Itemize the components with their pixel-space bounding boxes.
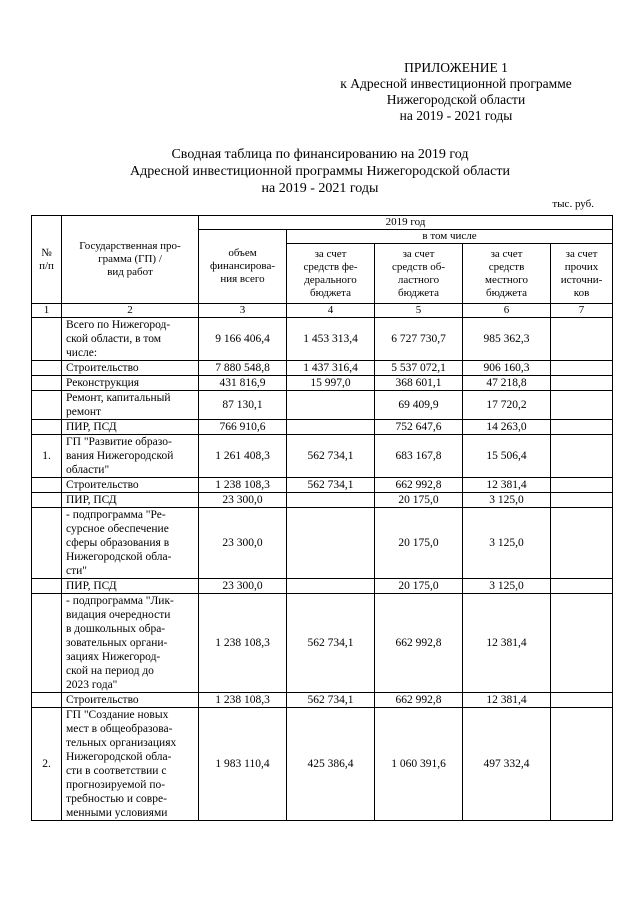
local-cell: 17 720,2 — [463, 391, 551, 420]
header-num: № п/п — [32, 216, 62, 304]
row-name-cell: Ремонт, капитальный ремонт — [62, 391, 199, 420]
table-row — [32, 391, 613, 420]
federal-cell: 1 453 313,4 — [287, 318, 375, 361]
other-cell — [551, 361, 613, 376]
table-row — [32, 693, 613, 708]
row-name-cell: ПИР, ПСД — [62, 420, 199, 435]
appendix-line-1: ПРИЛОЖЕНИЕ 1 — [404, 60, 508, 75]
regional-cell: 662 992,8 — [375, 594, 463, 693]
local-cell: 12 381,4 — [463, 693, 551, 708]
total-cell: 87 130,1 — [199, 391, 287, 420]
table-header — [32, 216, 613, 318]
header-total: объем финансирова- ния всего — [199, 230, 287, 304]
appendix-line-3: Нижегородской области — [386, 92, 526, 107]
header-colnum: 3 — [199, 304, 287, 318]
header-colnum: 2 — [62, 304, 199, 318]
row-name-cell: ГП "Создание новых мест в общеобразова- тельных организациях Нижегородской обла- сти в соответствии с прогнозируемой по- требностью и совре- менными условиями — [62, 708, 199, 821]
row-name-cell: - подпрограмма "Лик- видация очередности в дошкольных обра- зовательных органи- зациях Нижегород- ской на период до 2023 года" — [62, 594, 199, 693]
regional-cell: 1 060 391,6 — [375, 708, 463, 821]
title-line-3: на 2019 - 2021 годы — [261, 181, 379, 196]
total-cell: 1 238 108,3 — [199, 478, 287, 493]
row-name-cell: Строительство — [62, 478, 199, 493]
header-including: в том числе — [287, 230, 613, 244]
regional-cell: 368 601,1 — [375, 376, 463, 391]
financing-table — [31, 215, 613, 821]
regional-cell: 662 992,8 — [375, 478, 463, 493]
header-regional: за счет средств об- ластного бюджета — [375, 244, 463, 304]
local-cell: 12 381,4 — [463, 594, 551, 693]
local-cell: 497 332,4 — [463, 708, 551, 821]
local-cell: 3 125,0 — [463, 579, 551, 594]
table-body — [32, 318, 613, 821]
header-colnum: 7 — [551, 304, 613, 318]
local-cell: 3 125,0 — [463, 493, 551, 508]
row-number-cell — [32, 478, 62, 493]
other-cell — [551, 420, 613, 435]
local-cell: 15 506,4 — [463, 435, 551, 478]
header-colnum: 5 — [375, 304, 463, 318]
table-row — [32, 420, 613, 435]
regional-cell: 683 167,8 — [375, 435, 463, 478]
row-number-cell — [32, 420, 62, 435]
total-cell: 7 880 548,8 — [199, 361, 287, 376]
local-cell: 47 218,8 — [463, 376, 551, 391]
row-number-cell — [32, 579, 62, 594]
row-number-cell — [32, 508, 62, 579]
header-colnum: 1 — [32, 304, 62, 318]
header-colnum: 4 — [287, 304, 375, 318]
row-name-cell: Всего по Нижегород- ской области, в том числе: — [62, 318, 199, 361]
row-number-cell — [32, 318, 62, 361]
total-cell: 9 166 406,4 — [199, 318, 287, 361]
other-cell — [551, 708, 613, 821]
row-number-cell — [32, 594, 62, 693]
appendix-line-4: на 2019 - 2021 годы — [399, 108, 513, 123]
local-cell: 12 381,4 — [463, 478, 551, 493]
federal-cell — [287, 508, 375, 579]
federal-cell: 15 997,0 — [287, 376, 375, 391]
total-cell: 1 238 108,3 — [199, 693, 287, 708]
row-name-cell: ГП "Развитие образо- вания Нижегородской области" — [62, 435, 199, 478]
row-number-cell — [32, 493, 62, 508]
table-row — [32, 318, 613, 361]
federal-cell: 562 734,1 — [287, 693, 375, 708]
row-number-cell: 1. — [32, 435, 62, 478]
federal-cell — [287, 579, 375, 594]
other-cell — [551, 376, 613, 391]
federal-cell — [287, 420, 375, 435]
other-cell — [551, 493, 613, 508]
row-name-cell: ПИР, ПСД — [62, 579, 199, 594]
federal-cell — [287, 391, 375, 420]
federal-cell: 562 734,1 — [287, 594, 375, 693]
other-cell — [551, 693, 613, 708]
row-name-cell: ПИР, ПСД — [62, 493, 199, 508]
federal-cell: 1 437 316,4 — [287, 361, 375, 376]
table-row — [32, 493, 613, 508]
table-row — [32, 361, 613, 376]
header-colnum: 6 — [463, 304, 551, 318]
header-program: Государственная про- грамма (ГП) / вид работ — [62, 216, 199, 304]
local-cell: 3 125,0 — [463, 508, 551, 579]
federal-cell — [287, 493, 375, 508]
title-line-1: Сводная таблица по финансированию на 2019 год — [171, 147, 469, 162]
row-name-cell: - подпрограмма "Ре- сурсное обеспечение сферы образования в Нижегородской обла- сти" — [62, 508, 199, 579]
row-name-cell: Реконструкция — [62, 376, 199, 391]
appendix-line-2: к Адресной инвестиционной программе — [340, 76, 572, 91]
table-row — [32, 708, 613, 821]
other-cell — [551, 478, 613, 493]
local-cell: 14 263,0 — [463, 420, 551, 435]
row-number-cell — [32, 693, 62, 708]
table-row — [32, 508, 613, 579]
other-cell — [551, 579, 613, 594]
regional-cell: 752 647,6 — [375, 420, 463, 435]
regional-cell: 5 537 072,1 — [375, 361, 463, 376]
row-number-cell — [32, 391, 62, 420]
total-cell: 1 238 108,3 — [199, 594, 287, 693]
total-cell: 23 300,0 — [199, 493, 287, 508]
local-cell: 906 160,3 — [463, 361, 551, 376]
units-label: тыс. руб. — [552, 198, 594, 210]
total-cell: 23 300,0 — [199, 579, 287, 594]
other-cell — [551, 508, 613, 579]
regional-cell: 20 175,0 — [375, 579, 463, 594]
row-number-cell — [32, 376, 62, 391]
other-cell — [551, 318, 613, 361]
total-cell: 23 300,0 — [199, 508, 287, 579]
local-cell: 985 362,3 — [463, 318, 551, 361]
header-local: за счет средств местного бюджета — [463, 244, 551, 304]
other-cell — [551, 435, 613, 478]
row-name-cell: Строительство — [62, 361, 199, 376]
title-line-2: Адресной инвестиционной программы Нижегородской области — [130, 164, 510, 179]
regional-cell: 662 992,8 — [375, 693, 463, 708]
regional-cell: 6 727 730,7 — [375, 318, 463, 361]
table-row — [32, 478, 613, 493]
federal-cell: 562 734,1 — [287, 435, 375, 478]
federal-cell: 425 386,4 — [287, 708, 375, 821]
table-row — [32, 594, 613, 693]
total-cell: 431 816,9 — [199, 376, 287, 391]
other-cell — [551, 391, 613, 420]
header-other: за счет прочих источни- ков — [551, 244, 613, 304]
header-federal: за счет средств фе- дерального бюджета — [287, 244, 375, 304]
document-title — [20, 146, 620, 197]
total-cell: 766 910,6 — [199, 420, 287, 435]
regional-cell: 20 175,0 — [375, 508, 463, 579]
table-row — [32, 435, 613, 478]
federal-cell: 562 734,1 — [287, 478, 375, 493]
total-cell: 1 983 110,4 — [199, 708, 287, 821]
appendix-heading — [300, 60, 612, 124]
regional-cell: 20 175,0 — [375, 493, 463, 508]
row-number-cell: 2. — [32, 708, 62, 821]
header-year: 2019 год — [199, 216, 613, 230]
table-row — [32, 376, 613, 391]
total-cell: 1 261 408,3 — [199, 435, 287, 478]
table-row — [32, 579, 613, 594]
row-number-cell — [32, 361, 62, 376]
row-name-cell: Строительство — [62, 693, 199, 708]
other-cell — [551, 594, 613, 693]
regional-cell: 69 409,9 — [375, 391, 463, 420]
